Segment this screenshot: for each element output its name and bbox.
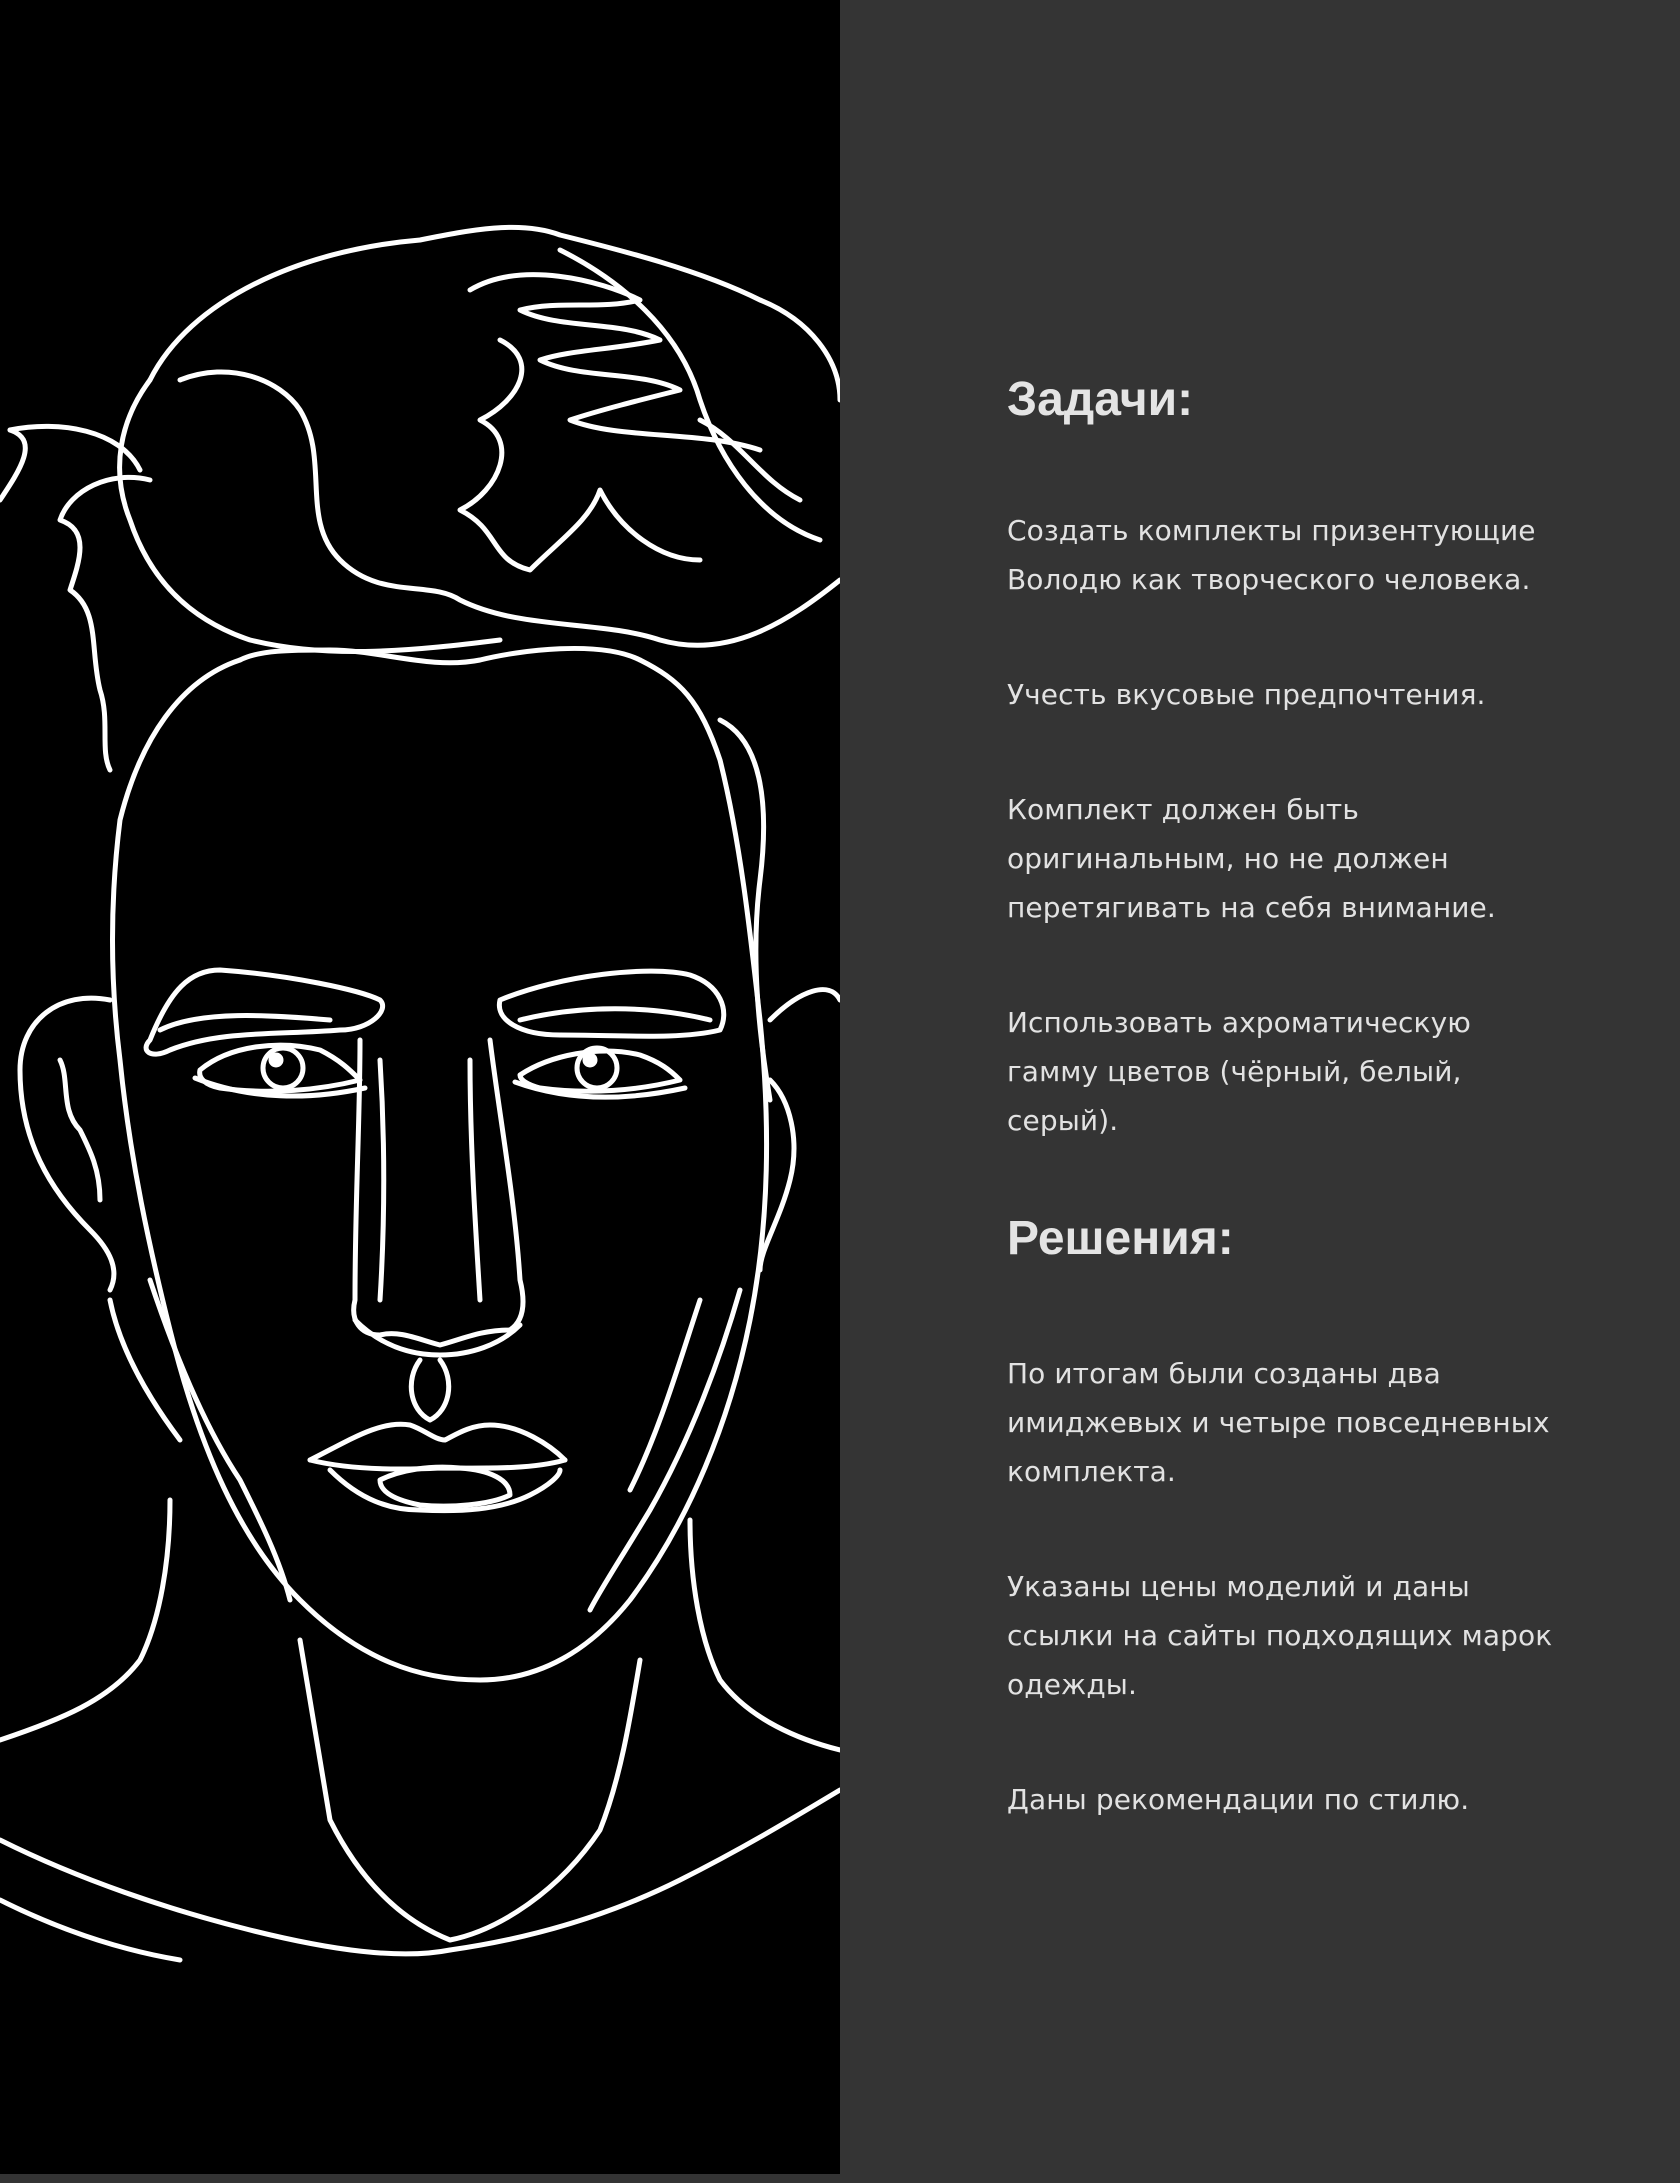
solutions-heading: Решения: <box>1007 1212 1234 1265</box>
task-item-line: серый). <box>1007 1104 1119 1137</box>
solution-item-line: одежды. <box>1007 1668 1138 1701</box>
solution-item-line: комплекта. <box>1007 1455 1176 1488</box>
task-item <box>1007 506 1567 604</box>
task-item-line: перетягивать на себя внимание. <box>1007 891 1496 924</box>
task-item-line: Комплект должен быть <box>1007 793 1359 826</box>
tasks-heading: Задачи: <box>1007 373 1194 426</box>
text-panel <box>1007 358 1567 1890</box>
solution-item <box>1007 1349 1567 1496</box>
task-item-line: оригинальным, но не должен <box>1007 842 1449 875</box>
solution-item <box>1007 1562 1567 1709</box>
task-item <box>1007 670 1567 719</box>
task-item-line: Создать комплекты призентующие <box>1007 514 1536 547</box>
portrait-line-art-icon <box>0 0 840 2174</box>
task-item-line: Учесть вкусовые предпочтения. <box>1007 678 1486 711</box>
task-item-line: Использовать ахроматическую <box>1007 1006 1471 1039</box>
solution-item-line: имиджевых и четыре повседневных <box>1007 1406 1550 1439</box>
solution-item-line: ссылки на сайты подходящих марок <box>1007 1619 1553 1652</box>
solution-item-line: Даны рекомендации по стилю. <box>1007 1783 1470 1816</box>
solution-item-line: Указаны цены моделий и даны <box>1007 1570 1470 1603</box>
task-item <box>1007 998 1567 1145</box>
solution-item <box>1007 1775 1567 1824</box>
portrait-illustration <box>0 0 840 2174</box>
task-item-line: гамму цветов (чёрный, белый, <box>1007 1055 1462 1088</box>
task-item <box>1007 785 1567 932</box>
task-item-line: Володю как творческого человека. <box>1007 563 1531 596</box>
solution-item-line: По итогам были созданы два <box>1007 1357 1441 1390</box>
